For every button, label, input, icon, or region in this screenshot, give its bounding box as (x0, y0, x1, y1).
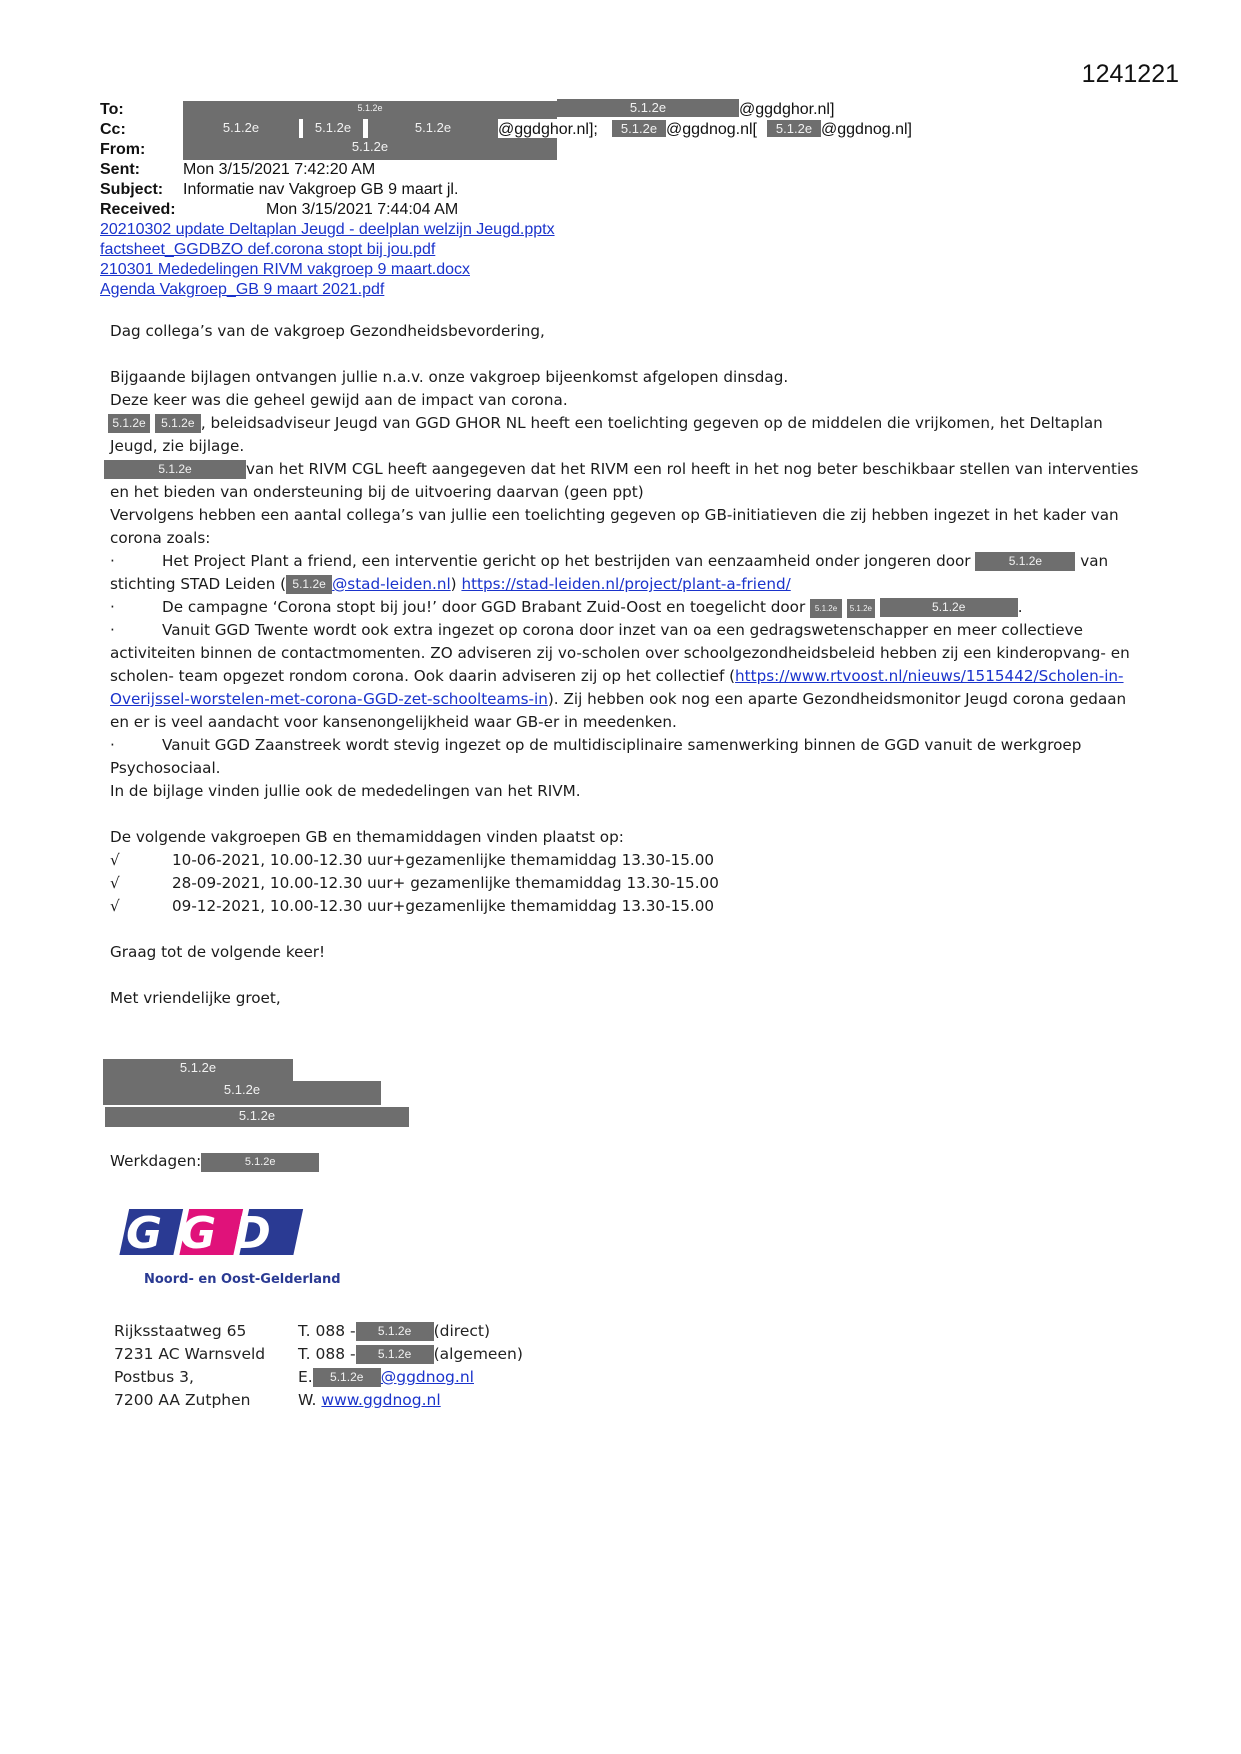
received-value: Mon 3/15/2021 7:44:04 AM (266, 201, 459, 218)
cc-address-1: @ggdghor.nl]; (498, 121, 598, 138)
redaction: 5.1.2e (767, 120, 821, 137)
redaction: 5.1.2e (104, 460, 246, 479)
redaction: 5.1.2e (201, 1153, 319, 1172)
email-body (110, 320, 1140, 1010)
address-line: 7231 AC Warnsveld (114, 1345, 266, 1363)
attachment-link[interactable]: 210301 Mededelingen RIVM vakgroep 9 maart.docx (100, 261, 470, 278)
list-item: · Het Project Plant a friend, een interventie gericht op het bestrijden van eenzaamheid onder jongeren door 5.1.2e van stichting STAD Leiden ( 5.1.2e @stad-leiden.nl) https://stad-leiden.nl/project/plant-a-friend/ (110, 552, 1109, 593)
contact-details (298, 1320, 558, 1412)
to-address-suffix: @ggdghor.nl] (739, 101, 835, 118)
email-link[interactable]: @stad-leiden.nl (332, 575, 451, 593)
sent-value: Mon 3/15/2021 7:42:20 AM (183, 161, 376, 178)
redaction: 5.1.2e (183, 119, 299, 139)
ggd-logo (110, 1205, 341, 1287)
document-id: 1241221 (1081, 60, 1179, 88)
redaction: 5.1.2e (183, 101, 557, 119)
date-item: √ 09-12-2021, 10.00-12.30 uur+gezamenlijke themamiddag 13.30-15.00 (110, 897, 715, 915)
website-link[interactable]: www.ggdnog.nl (321, 1391, 441, 1409)
redaction: 5.1.2e (103, 1059, 293, 1081)
redaction: 5.1.2e (880, 598, 1018, 617)
redaction: 5.1.2e (356, 1345, 434, 1364)
redaction: 5.1.2e (368, 119, 498, 139)
redaction: 5.1.2e (286, 575, 332, 594)
cc-label: Cc: (100, 121, 126, 138)
paragraph: Vervolgens hebben een aantal collega’s van jullie een toelichting gegeven op GB-initiatieven die zij hebben ingezet in het kader van corona zoals: (110, 506, 1119, 547)
date-item: √ 28-09-2021, 10.00-12.30 uur+ gezamenlijke themamiddag 13.30-15.00 (110, 874, 719, 892)
closing: Graag tot de volgende keer! (110, 943, 326, 961)
received-label: Received: (100, 201, 176, 218)
address-line: Rijksstaatweg 65 (114, 1322, 247, 1340)
footer (114, 1320, 523, 1412)
paragraph: Deze keer was die geheel gewijd aan de impact van corona. (110, 391, 568, 409)
redaction: 5.1.2e (105, 1107, 409, 1127)
paragraph (110, 458, 1140, 504)
paragraph: Bijgaande bijlagen ontvangen jullie n.a.v. onze vakgroep bijeenkomst afgelopen dinsdag. (110, 368, 789, 386)
date-item: √ 10-06-2021, 10.00-12.30 uur+gezamenlijke themamiddag 13.30-15.00 (110, 851, 715, 869)
ggd-logo-mark (110, 1205, 340, 1265)
logo-subtitle: Noord- en Oost-Gelderland (144, 1272, 341, 1287)
paragraph (110, 412, 1140, 458)
cc-address-3: @ggdnog.nl] (821, 121, 912, 138)
from-label: From: (100, 141, 146, 158)
redaction: 5.1.2e (108, 414, 150, 433)
subject-label: Subject: (100, 181, 164, 198)
redaction: 5.1.2e (303, 119, 363, 139)
redaction: 5.1.2e (557, 99, 739, 117)
cc-address-2: @ggdnog.nl[ (666, 121, 757, 138)
redaction: 5.1.2e (810, 599, 842, 618)
email-line: E. 5.1.2e @ggdnog.nl (298, 1368, 474, 1386)
redaction: 5.1.2e (313, 1368, 381, 1387)
redaction: 5.1.2e (356, 1322, 434, 1341)
greeting: Dag collega’s van de vakgroep Gezondheidsbevordering, (110, 322, 545, 340)
werkdagen-line: Werkdagen: 5.1.2e (110, 1150, 1140, 1173)
address-line: 7200 AA Zutphen (114, 1391, 251, 1409)
closing: Met vriendelijke groet, (110, 989, 281, 1007)
attachment-link[interactable]: Agenda Vakgroep_GB 9 maart 2021.pdf (100, 281, 385, 298)
subject-value: Informatie nav Vakgroep GB 9 maart jl. (183, 181, 459, 198)
redaction: 5.1.2e (183, 138, 557, 160)
redaction: 5.1.2e (847, 599, 875, 618)
attachment-link[interactable]: factsheet_GGDBZO def.corona stopt bij jou.pdf (100, 241, 436, 258)
url-link[interactable]: https://www.rtvoost.nl/nieuws/1515442/Scholen-in-Overijssel-worstelen-met-corona-GGD-zet-schoolteams-in (110, 667, 1124, 708)
paragraph: In de bijlage vinden jullie ook de mededelingen van het RIVM. (110, 782, 581, 800)
to-label: To: (100, 101, 124, 118)
attachment-link[interactable]: 20210302 update Deltaplan Jeugd - deelplan welzijn Jeugd.pptx (100, 221, 555, 238)
redaction: 5.1.2e (155, 414, 201, 433)
website-line: W. www.ggdnog.nl (298, 1391, 441, 1409)
redaction: 5.1.2e (103, 1081, 381, 1105)
phone-general: T. 088 - 5.1.2e (algemeen) (298, 1345, 523, 1363)
paragraph-text: van het RIVM CGL heeft aangegeven dat het RIVM een rol heeft in het nog beter beschikbaar stellen van interventies en het bieden van ondersteuning bij de uitvoering daarvan (geen ppt) (110, 460, 1139, 501)
list-item: · Vanuit GGD Zaanstreek wordt stevig ingezet op de multidisciplinaire samenwerking binnen de GGD vanuit de werkgroep Psychosociaal. (110, 736, 1082, 777)
list-item: · Vanuit GGD Twente wordt ook extra ingezet op corona door inzet van oa een gedragswetenschapper en meer collectieve activiteiten binnen de contactmomenten. ZO adviseren zij vo-scholen over schoolgezondheidsbeleid hebben zij een kinderopvang- en scholen- team opgezet rondom corona. Ook daarin adviseren zij op het collectief (https://www.rtvoost.nl/nieuws/1515442/Scholen-in-Overijssel-worstelen-met-corona-GGD-zet-schoolteams-in). Zij hebben ook nog een aparte Gezondheidsmonitor Jeugd corona gedaan en er is veel aandacht voor kansenongelijkheid waar GB-er in meedenken. (110, 621, 1130, 731)
phone-direct: T. 088 - 5.1.2e (direct) (298, 1322, 491, 1340)
list-item: · De campagne ‘Corona stopt bij jou!’ door GGD Brabant Zuid-Oost en toegelicht door 5.1.2e 5.1.2e 5.1.2e . (110, 598, 1023, 616)
address-line: Postbus 3, (114, 1368, 194, 1386)
sent-label: Sent: (100, 161, 140, 178)
redaction: 5.1.2e (612, 120, 666, 137)
logo-letters: GGD (126, 1208, 289, 1259)
email-link[interactable]: @ggdnog.nl (380, 1368, 474, 1386)
paragraph-text: , beleidsadviseur Jeugd van GGD GHOR NL heeft een toelichting gegeven op de middelen die vrijkomen, het Deltaplan Jeugd, zie bijlage. (110, 414, 1103, 455)
url-link[interactable]: https://stad-leiden.nl/project/plant-a-friend/ (461, 575, 791, 593)
paragraph: De volgende vakgroepen GB en themamiddagen vinden plaatst op: (110, 828, 624, 846)
redaction: 5.1.2e (975, 552, 1075, 571)
